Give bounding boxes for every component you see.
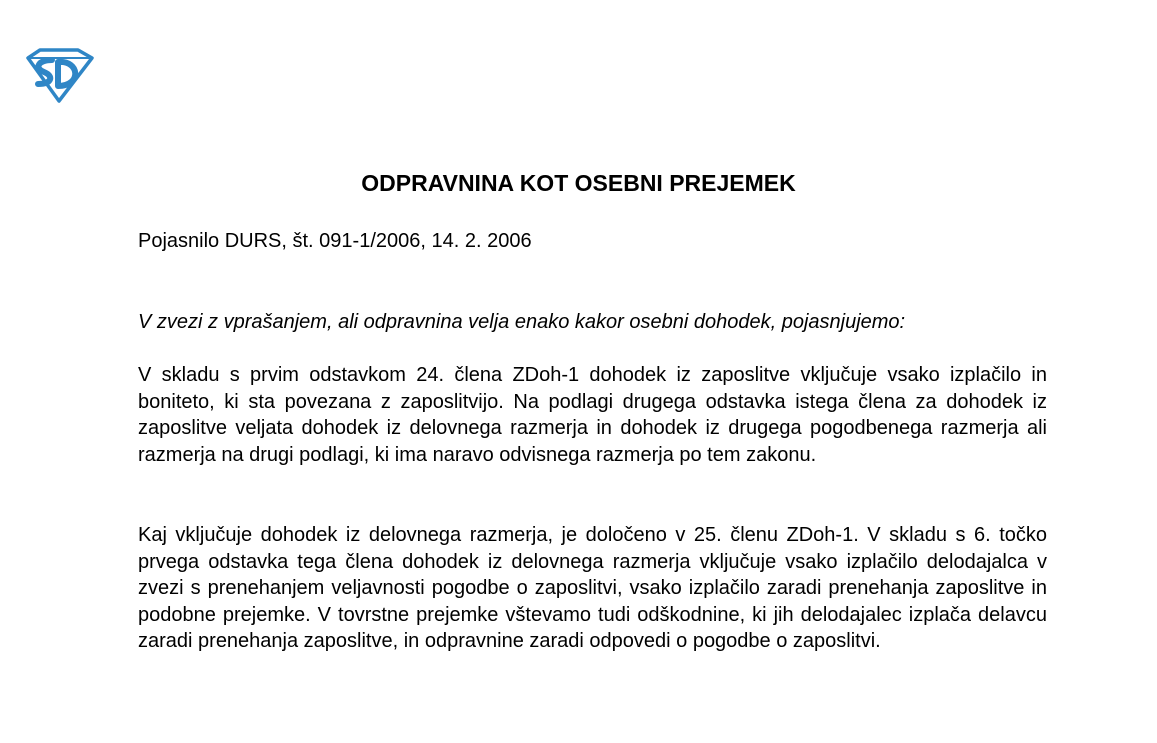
- paragraph-1: V skladu s prvim odstavkom 24. člena ZDoh-1 dohodek iz zaposlitve vključuje vsako izplačilo in boniteto, ki sta povezana z zaposlitvijo. Na podlagi drugega odstavka istega člena za dohodek iz zaposlitve veljata dohodek iz delovnega razmerja in dohodek iz drugega pogodbenega razmerja ali razmerja na drugi podlagi, ki ima naravo odvisnega razmerja po tem zakonu.: [138, 364, 1047, 466]
- sd-logo-icon: [22, 48, 96, 104]
- document-source: Pojasnilo DURS, št. 091-1/2006, 14. 2. 2006: [138, 230, 532, 252]
- document-title: ODPRAVNINA KOT OSEBNI PREJEMEK: [361, 170, 796, 196]
- document-question: V zvezi z vprašanjem, ali odpravnina velja enako kakor osebni dohodek, pojasnjujemo:: [138, 311, 906, 333]
- paragraph-2: Kaj vključuje dohodek iz delovnega razmerja, je določeno v 25. členu ZDoh-1. V skladu s 6. točko prvega odstavka tega člena dohodek iz delovnega razmerja vključuje vsako izplačilo delodajalca v zvezi s prenehanjem veljavnosti pogodbe o zaposlitvi, vsako izplačilo zaradi prenehanja zaposlitve in podobne prejemke. V tovrstne prejemke vštevamo tudi odškodnine, ki jih delodajalec izplača delavcu zaradi prenehanja zaposlitve, in odpravnine zaradi odpovedi o pogodbe o zaposlitvi.: [138, 524, 1047, 652]
